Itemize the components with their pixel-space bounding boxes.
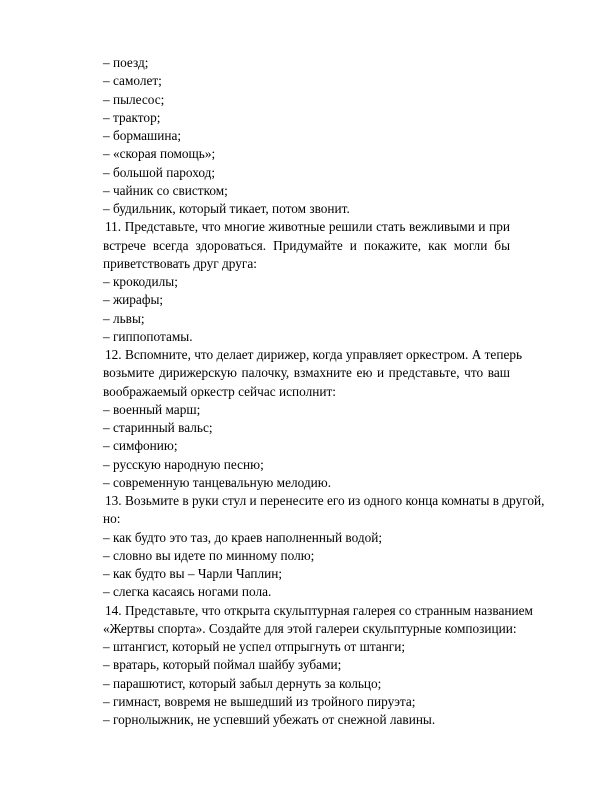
task-line: воображаемый оркестр сейчас исполнит: xyxy=(103,383,336,399)
list-item: – как будто это таз, до краев наполненный водой; xyxy=(103,529,383,545)
task-12 xyxy=(103,346,523,492)
list-item: – парашютист, который забыл дернуть за кольцо; xyxy=(103,675,382,691)
task-line: 14. Представьте, что открыта скульптурная галерея со странным названием xyxy=(105,602,533,618)
list-item: – симфонию; xyxy=(103,438,178,454)
list-item: – старинный вальс; xyxy=(103,420,213,435)
list-item: – слегка касаясь ногами пола. xyxy=(103,584,272,600)
list-item: – как будто вы – Чарли Чаплин; xyxy=(103,566,283,581)
task-line: «Жертвы спорта». Создайте для этой галереи скульптурные композиции: xyxy=(103,620,517,636)
task-line: приветствовать друг друга: xyxy=(103,255,257,271)
task-line: но: xyxy=(103,511,121,527)
list-item: – гимнаст, вовремя не вышедший из тройного пируэта; xyxy=(103,693,416,709)
task-line: возьмите дирижерскую палочку, взмахните ею и представьте, что ваш xyxy=(103,365,510,381)
list-item: – русскую народную песню; xyxy=(103,456,264,472)
document-page xyxy=(103,54,545,729)
task-14 xyxy=(103,602,533,730)
list-item: – современную танцевальную мелодию. xyxy=(103,474,332,490)
list-item: – чайник со свистком; xyxy=(103,182,228,198)
list-item: – горнолыжник, не успевший убежать от снежной лавины. xyxy=(103,712,436,727)
task-line: 11. Представьте, что многие животные решили стать вежливыми и при xyxy=(105,219,510,235)
list-item: – большой пароход; xyxy=(103,164,216,180)
task-line: 12. Вспомните, что делает дирижер, когда управляет оркестром. А теперь xyxy=(105,347,523,362)
list-item: – трактор; xyxy=(103,109,161,125)
list-item: – вратарь, который поймал шайбу зубами; xyxy=(103,657,342,673)
list-item: – самолет; xyxy=(103,73,162,89)
list-item: – будильник, который тикает, потом звонит. xyxy=(103,201,350,216)
task-13 xyxy=(103,492,545,602)
list-item: – гиппопотамы. xyxy=(103,328,193,344)
task-line: 13. Возьмите в руки стул и перенесите его из одного конца комнаты в другой, xyxy=(105,493,545,508)
list-item: – бормашина; xyxy=(103,128,182,143)
list-item: – штангист, который не успел отпрыгнуть от штанги; xyxy=(103,639,406,654)
task-11 xyxy=(103,218,510,346)
list-item: – словно вы идете по минному полю; xyxy=(103,547,315,563)
list-item: – крокодилы; xyxy=(103,274,178,289)
list-item: – «скорая помощь»; xyxy=(103,146,216,162)
list-a xyxy=(103,54,510,218)
list-item: – жирафы; xyxy=(103,292,164,308)
list-item: – военный марш; xyxy=(103,401,201,417)
list-item: – пылесос; xyxy=(103,91,165,107)
list-item: – поезд; xyxy=(103,55,149,70)
task-line: встрече всегда здороваться. Придумайте и покажите, как могли бы xyxy=(103,237,510,253)
list-item: – львы; xyxy=(103,310,145,326)
